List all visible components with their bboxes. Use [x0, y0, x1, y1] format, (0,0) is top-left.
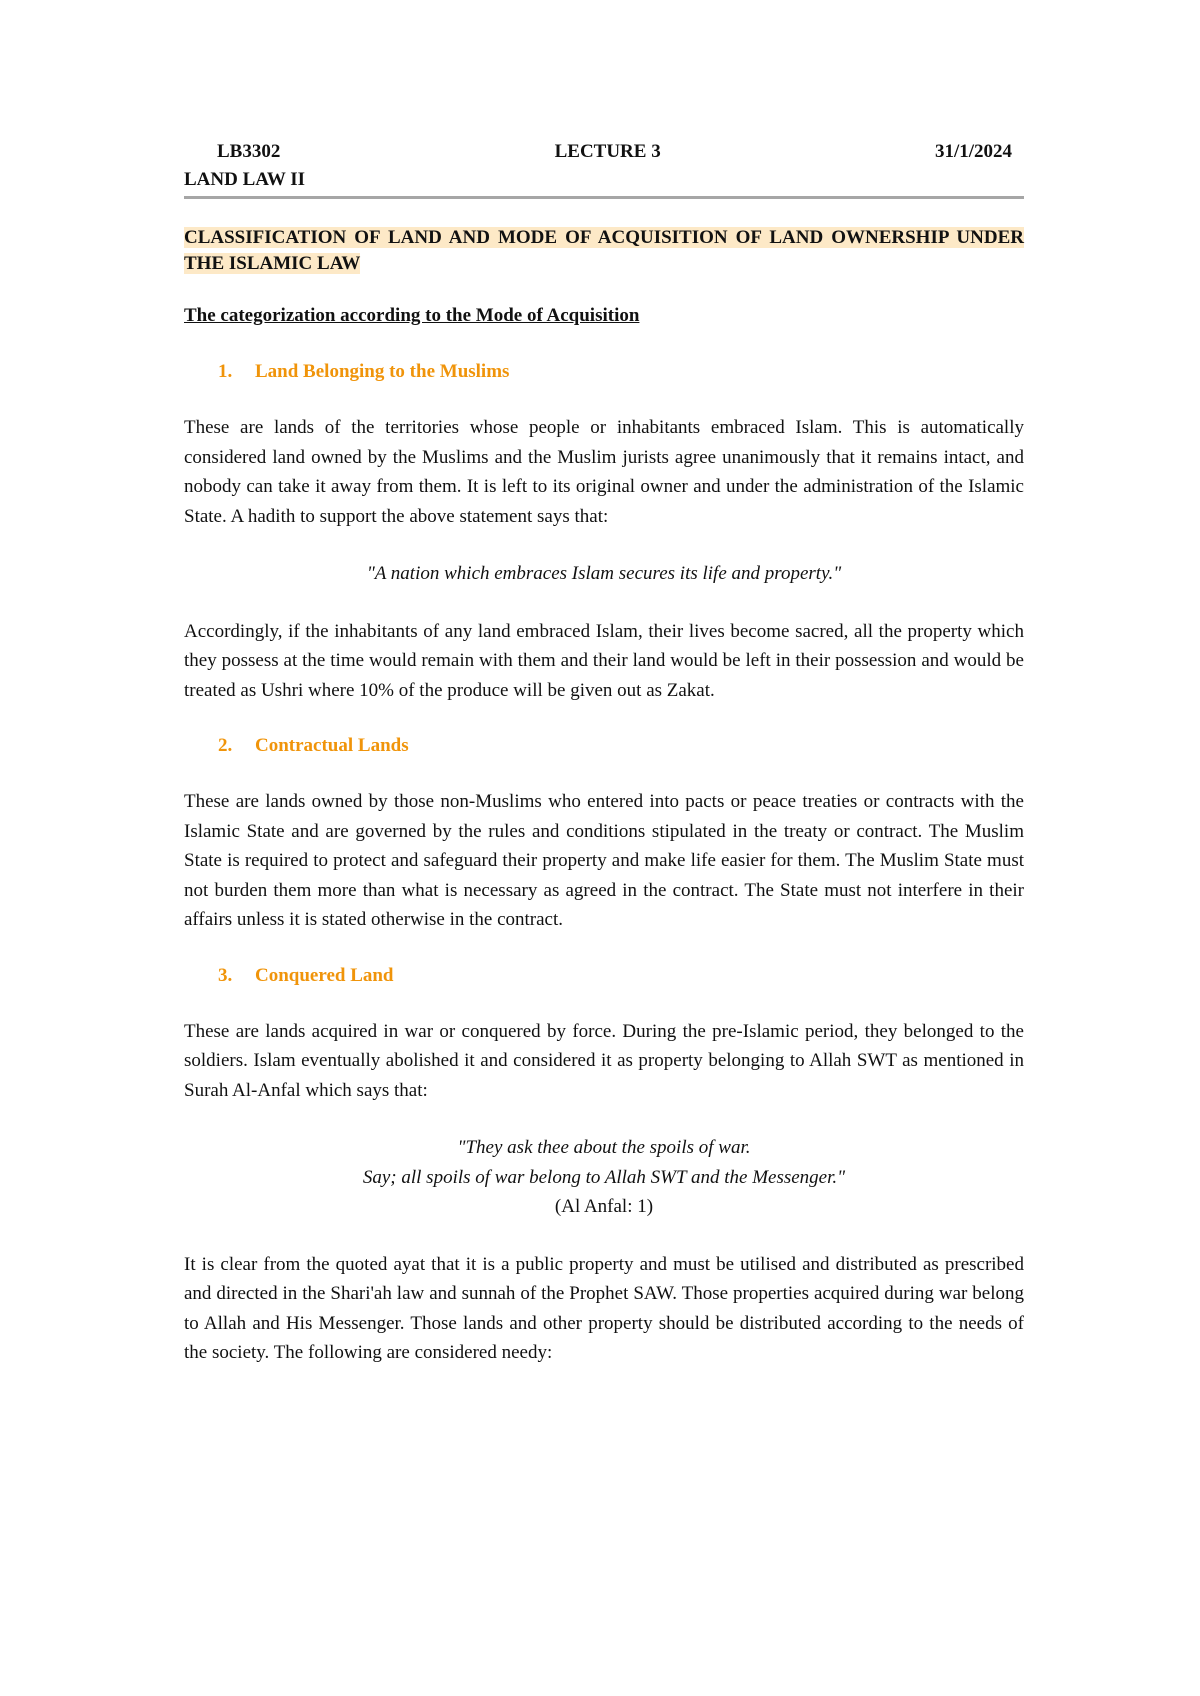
course-name: LAND LAW II [184, 169, 306, 190]
heading-text: Contractual Lands [255, 735, 409, 756]
lecture-date: 31/1/2024 [934, 141, 1012, 162]
paragraph: Accordingly, if the inhabitants of any land embraced Islam, their lives become sacred, all the property which they possess at the time would remain with them and their land would be left in their possession and would be treated as Ushri where 10% of the produce will be given out as Zakat. [184, 620, 1024, 701]
header-divider [184, 196, 1024, 199]
lecture-label: LECTURE 3 [554, 141, 661, 162]
document-title [184, 225, 1024, 277]
heading-number: 2. [218, 735, 233, 756]
paragraph: These are lands acquired in war or conquered by force. During the pre-Islamic period, they belonged to the soldiers. Islam eventually abolished it and considered it as property belonging to Allah SWT as mentioned in Surah Al-Anfal which says that: [184, 1020, 1024, 1101]
heading-text: Land Belonging to the Muslims [255, 361, 510, 382]
section-heading: The categorization according to the Mode of Acquisition [184, 305, 640, 326]
surah-quote [184, 1133, 1024, 1222]
heading-contractual-lands [184, 733, 1024, 759]
quote-line: "They ask thee about the spoils of war. [457, 1137, 751, 1158]
quote-line: Say; all spoils of war belong to Allah SWT and the Messenger." [362, 1166, 846, 1188]
document-header [184, 138, 1024, 166]
course-code: LB3302 [217, 141, 281, 162]
document-title-text: CLASSIFICATION OF LAND AND MODE OF ACQUISITION OF LAND OWNERSHIP UNDER THE ISLAMIC LAW [184, 227, 1024, 274]
heading-text: Conquered Land [255, 964, 394, 986]
paragraph: These are lands of the territories whose people or inhabitants embraced Islam. This is automatically considered land owned by the Muslims and the Muslim jurists agree unanimously that it remains intact, and nobody can take it away from them. It is left to its original owner and under the administration of the Islamic State. A hadith to support the above statement says that: [184, 417, 1024, 527]
hadith-quote [184, 559, 1024, 589]
heading-number: 1. [218, 361, 233, 382]
paragraph: These are lands owned by those non-Muslims who entered into pacts or peace treaties or contracts with the Islamic State and are governed by the rules and conditions stipulated in the treaty or contract. The Muslim State is required to protect and safeguard their property and make life easier for them. The Muslim State must not burden them more than what is necessary as agreed in the contract. The State must not interfere in their affairs unless it is stated otherwise in the contract. [184, 791, 1024, 930]
quote-source: (Al Anfal: 1) [554, 1196, 654, 1217]
paragraph: It is clear from the quoted ayat that it is a public property and must be utilised and distributed as prescribed and directed in the Shari'ah law and sunnah of the Prophet SAW. Those properties acquired during war belong to Allah and His Messenger. Those lands and other property should be distributed according to the needs of the society. The following are considered needy: [184, 1253, 1024, 1363]
heading-number: 3. [218, 964, 233, 986]
document-page [184, 138, 1024, 1396]
heading-land-belonging-to-muslims [184, 359, 1024, 385]
quote-text: "A nation which embraces Islam secures its life and property." [366, 563, 842, 584]
heading-conquered-land [184, 963, 1024, 989]
